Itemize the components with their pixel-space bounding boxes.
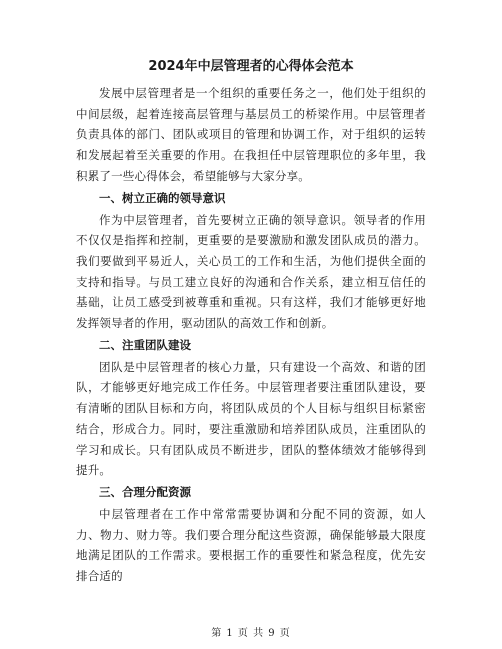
intro-paragraph: 发展中层管理者是一个组织的重要任务之一，他们处于组织的中间层级，起着连接高层管理与基层员工的桥梁作用。中层管理者负责具体的部门、团队或项目的管理和协调工作，对于组织的运转和发展起着至关重要的作用。在我担任中层管理职位的多年里，我积累了一些心得体会，希望能够与大家分享。 — [76, 86, 426, 183]
document-title: 2024年中层管理者的心得体会范本 — [148, 59, 354, 74]
section-1-heading: 一、树立正确的领导意识 — [99, 190, 226, 205]
section-2-heading: 二、注重团队建设 — [99, 337, 191, 352]
section-3-heading: 三、合理分配资源 — [99, 484, 191, 499]
page-number-footer: 第 1 页 共 9 页 — [211, 628, 291, 639]
section-3-paragraph: 中层管理者在工作中常常需要协调和分配不同的资源，如人力、物力、财力等。我们要合理分配这些资源，确保能够最大限度地满足团队的工作需求。要根据工作的重要性和紧急程度，优先安排合适的 — [76, 506, 426, 584]
section-1-paragraph: 作为中层管理者，首先要树立正确的领导意识。领导者的作用不仅仅是指挥和控制，更重要的是要激励和激发团队成员的潜力。我们要做到平易近人，关心员工的工作和生活，为他们提供全面的支持和指导。与员工建立良好的沟通和合作关系，建立相互信任的基础，让员工感受到被尊重和重视。只有这样，我们才能够更好地发挥领导者的作用，驱动团队的高效工作和创新。 — [76, 212, 426, 331]
document-body — [76, 83, 426, 587]
section-2-paragraph: 团队是中层管理者的核心力量，只有建设一个高效、和谐的团队，才能够更好地完成工作任务。中层管理者要注重团队建设，要有清晰的团队目标和方向，将团队成员的个人目标与组织目标紧密结合，形成合力。同时，要注重激励和培养团队成员，注重团队的学习和成长。只有团队成员不断进步，团队的整体绩效才能够得到提升。 — [76, 359, 426, 478]
